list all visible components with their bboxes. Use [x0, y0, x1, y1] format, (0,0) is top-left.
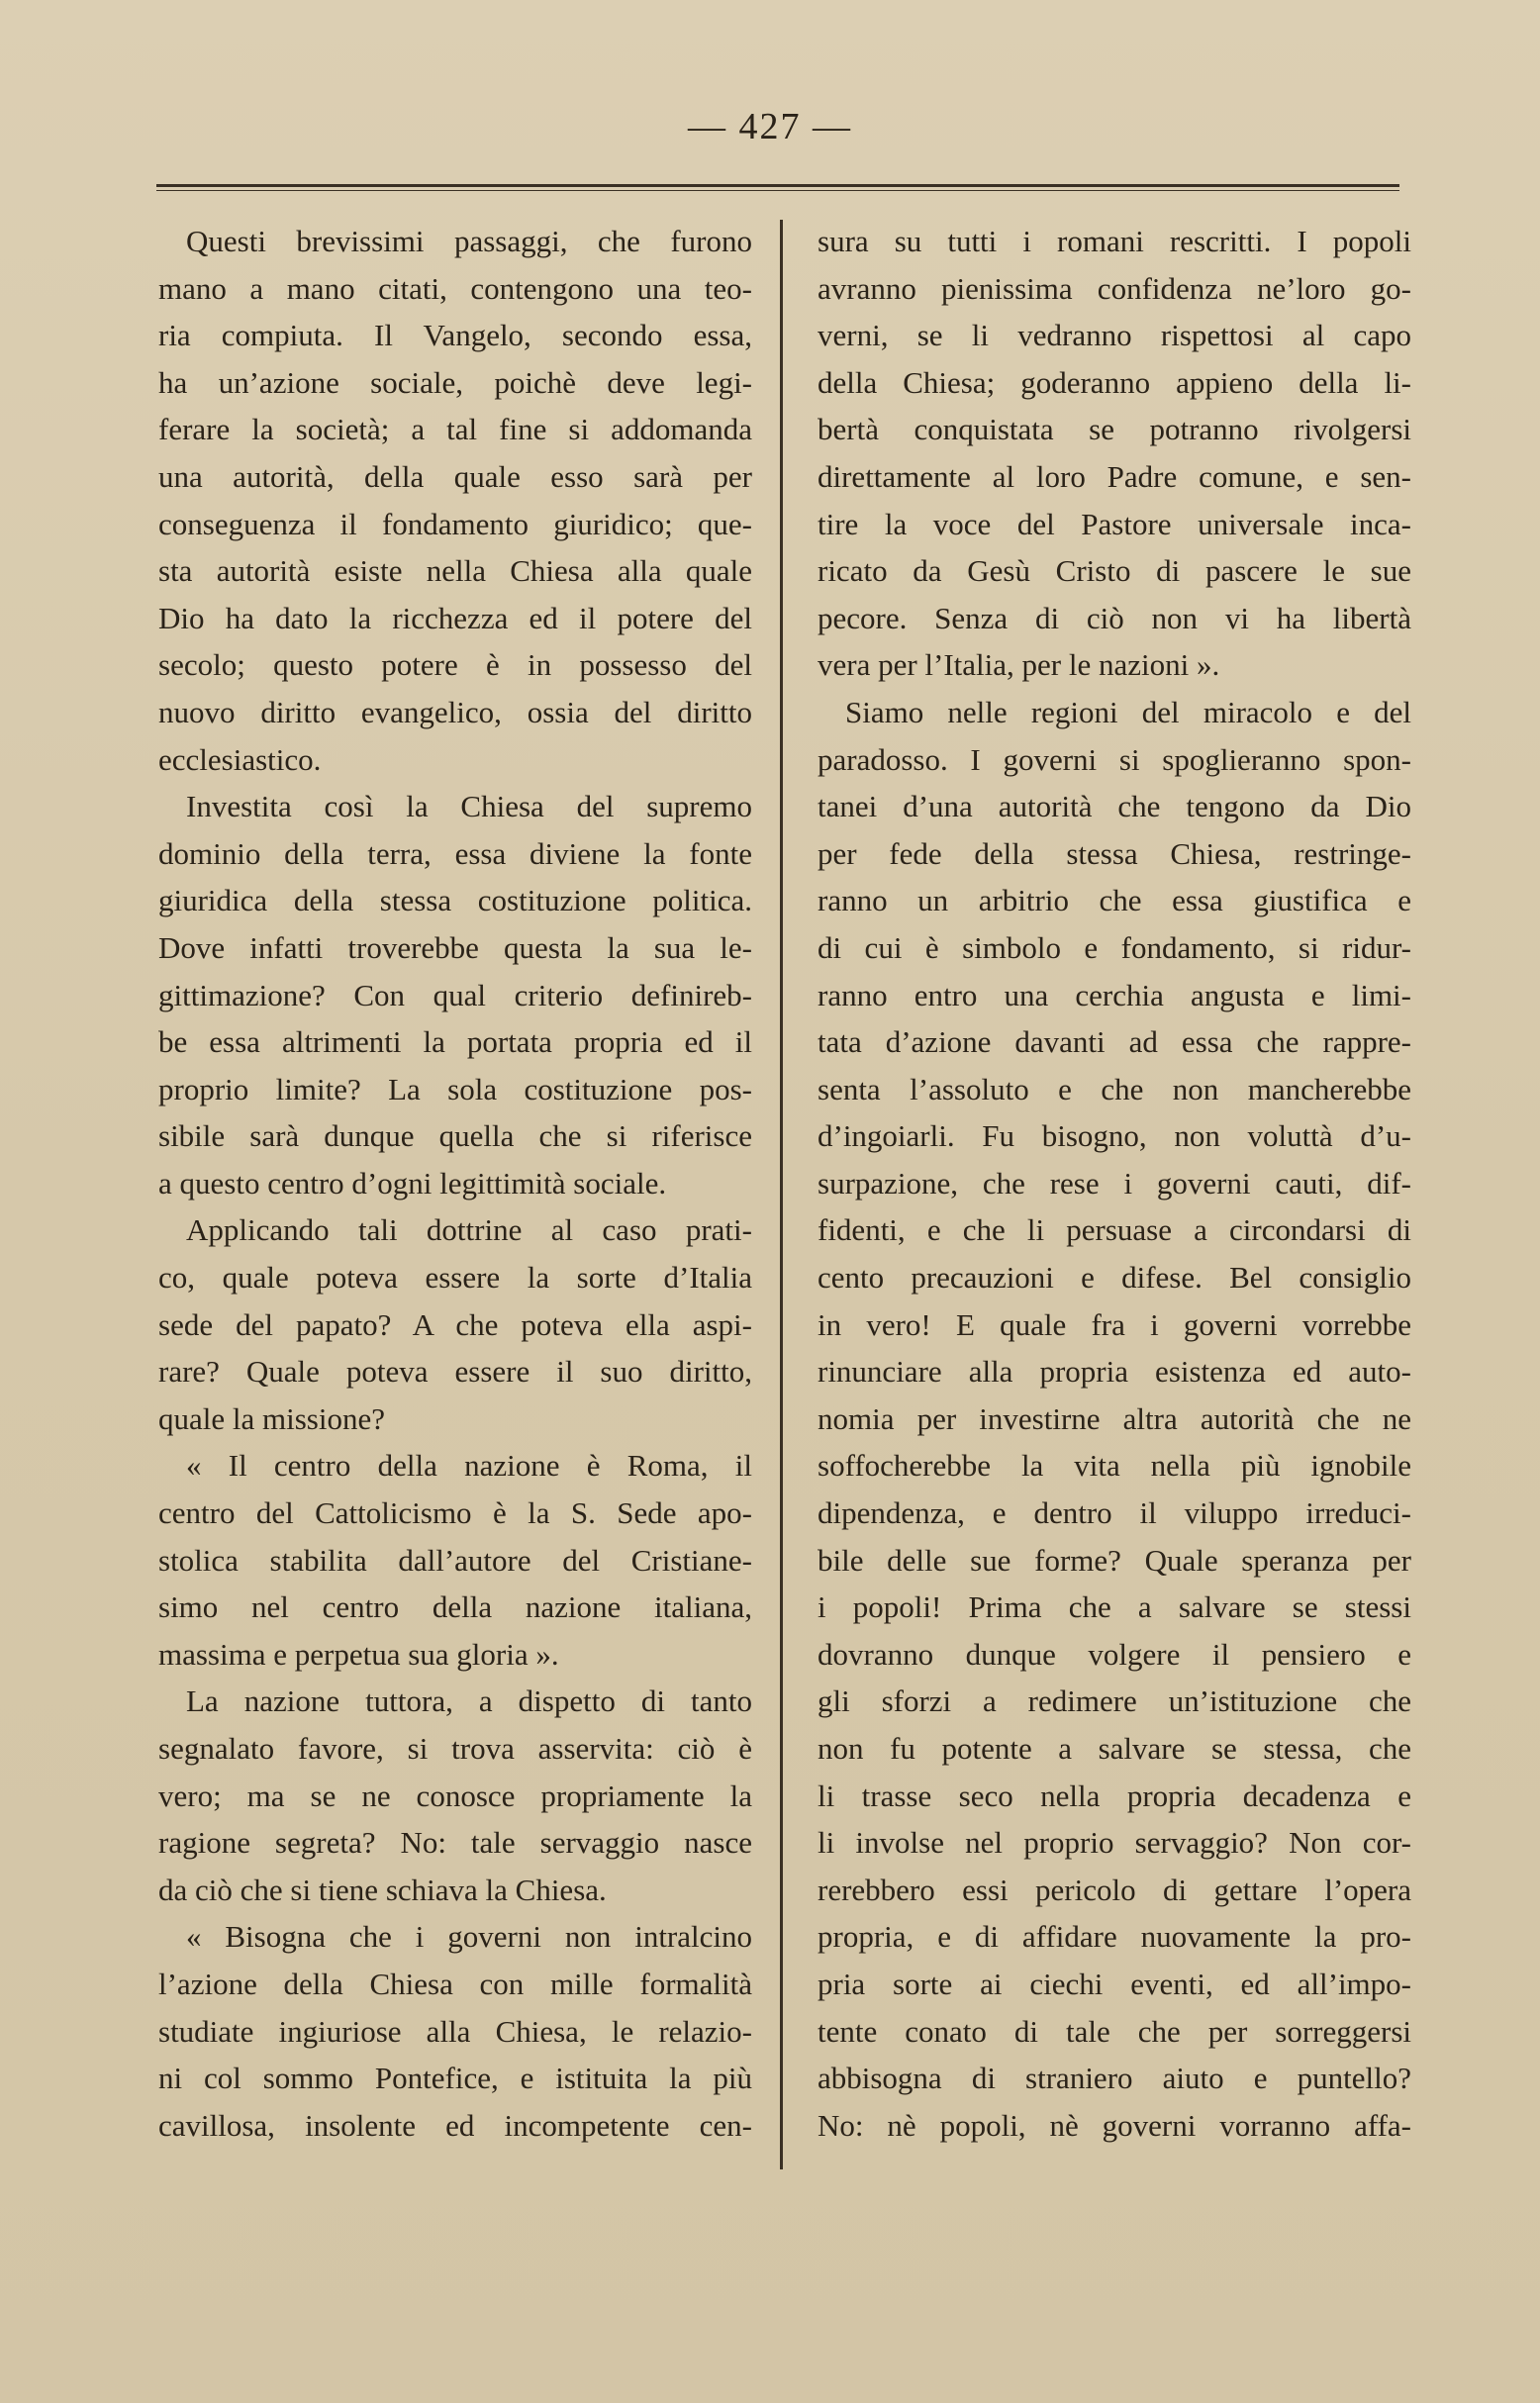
text-line: ha un’azione sociale, poichè deve legi- — [158, 364, 752, 400]
text-line: sta autorità esiste nella Chiesa alla quale — [158, 553, 752, 589]
text-line: dipendenza, e dentro il viluppo irreduci- — [818, 1495, 1411, 1531]
text-line: giuridica della stessa costituzione politica. — [158, 883, 752, 918]
text-line: ranno entro una cerchia angusta e limi- — [818, 977, 1411, 1012]
text-line: vero; ma se ne conosce propriamente la — [158, 1778, 752, 1813]
page-number: — 427 — — [688, 106, 852, 147]
text-line: secolo; questo potere è in possesso del — [158, 647, 752, 683]
text-line: centro del Cattolicismo è la S. Sede apo- — [158, 1495, 752, 1531]
text-line: tente conato di tale che per sorreggersi — [818, 2013, 1411, 2049]
column-divider — [780, 220, 783, 2169]
text-line: ricato da Gesù Cristo di pascere le sue — [818, 553, 1411, 589]
text-line: avranno pienissima confidenza ne’loro go- — [818, 270, 1411, 306]
text-line: a questo centro d’ogni legittimità sociale. — [158, 1165, 667, 1201]
right-column — [818, 218, 1411, 2149]
text-line: li involse nel proprio servaggio? Non cor- — [818, 1825, 1411, 1861]
text-line: cento precauzioni e difese. Bel consiglio — [818, 1260, 1411, 1296]
text-line: nuovo diritto evangelico, ossia del diritto — [158, 694, 752, 729]
text-line: Dio ha dato la ricchezza ed il potere del — [158, 600, 752, 635]
text-line: nomia per investirne altra autorità che ne — [818, 1400, 1411, 1436]
text-line: direttamente al loro Padre comune, e sen- — [818, 458, 1411, 494]
text-line: dovranno dunque volgere il pensiero e — [818, 1636, 1411, 1672]
text-line: stolica stabilita dall’autore del Cristiane- — [158, 1542, 752, 1578]
text-line: « Il centro della nazione è Roma, il — [186, 1448, 752, 1484]
text-line: pecore. Senza di ciò non vi ha libertà — [818, 600, 1411, 635]
text-line: gli sforzi a redimere un’istituzione che — [818, 1683, 1411, 1719]
text-line: fidenti, e che li persuase a circondarsi di — [818, 1212, 1411, 1248]
text-line: segnalato favore, si trova asservita: ciò è — [158, 1731, 752, 1766]
text-line: sibile sarà dunque quella che si riferisce — [158, 1118, 752, 1154]
text-line: « Bisogna che i governi non intralcino — [186, 1919, 752, 1955]
text-line: ferare la società; a tal fine si addomanda — [158, 412, 752, 447]
text-line: abbisogna di straniero aiuto e puntello? — [818, 2061, 1411, 2096]
text-line: non fu potente a salvare se stessa, che — [818, 1731, 1411, 1766]
text-line: propria, e di affidare nuovamente la pro- — [818, 1919, 1411, 1955]
text-line: conseguenza il fondamento giuridico; que- — [158, 506, 752, 541]
text-line: pria sorte ai ciechi eventi, ed all’impo- — [818, 1966, 1411, 2001]
text-line: Dove infatti troverebbe questa la sua le- — [158, 929, 752, 965]
text-line: gittimazione? Con qual criterio definireb- — [158, 977, 752, 1012]
text-line: be essa altrimenti la portata propria ed il — [158, 1024, 752, 1060]
text-line: La nazione tuttora, a dispetto di tanto — [186, 1683, 752, 1719]
text-line: soffocherebbe la vita nella più ignobile — [818, 1448, 1411, 1484]
text-line: simo nel centro della nazione italiana, — [158, 1589, 752, 1625]
text-line: ni col sommo Pontefice, e istituita la più — [158, 2061, 752, 2096]
text-line: Questi brevissimi passaggi, che furono — [186, 224, 752, 258]
text-line: No: nè popoli, nè governi vorranno affa- — [818, 2107, 1411, 2143]
text-line: co, quale poteva essere la sorte d’Italia — [158, 1260, 752, 1296]
text-line: bertà conquistata se potranno rivolgersi — [818, 412, 1411, 447]
text-line: tata d’azione davanti ad essa che rappre- — [818, 1024, 1411, 1060]
text-line: in vero! E quale fra i governi vorrebbe — [818, 1306, 1411, 1342]
text-line: cavillosa, insolente ed incompetente cen- — [158, 2107, 752, 2143]
text-line: per fede della stessa Chiesa, restringe- — [818, 835, 1411, 871]
text-line: ranno un arbitrio che essa giustifica e — [818, 883, 1411, 918]
text-line: sede del papato? A che poteva ella aspi- — [158, 1306, 752, 1342]
left-column — [158, 218, 752, 2149]
text-line: Investita così la Chiesa del supremo — [186, 789, 752, 824]
text-line: d’ingoiarli. Fu bisogno, non voluttà d’u- — [818, 1118, 1411, 1154]
text-line: surpazione, che rese i governi cauti, dif- — [818, 1165, 1411, 1201]
text-line: ecclesiastico. — [158, 741, 322, 777]
text-line: mano a mano citati, contengono una teo- — [158, 270, 752, 306]
text-line: rerebbero essi pericolo di gettare l’opera — [818, 1872, 1411, 1907]
text-line: ragione segreta? No: tale servaggio nasce — [158, 1825, 752, 1861]
text-line: della Chiesa; goderanno appieno della li- — [818, 364, 1411, 400]
text-line: sura su tutti i romani rescritti. I popoli — [818, 224, 1411, 258]
text-line: di cui è simbolo e fondamento, si ridur- — [818, 929, 1411, 965]
text-line: i popoli! Prima che a salvare se stessi — [818, 1589, 1411, 1625]
text-line: vera per l’Italia, per le nazioni ». — [818, 647, 1220, 683]
text-line: tanei d’una autorità che tengono da Dio — [818, 789, 1411, 824]
text-line: verni, se li vedranno rispettosi al capo — [818, 318, 1411, 353]
text-line: rare? Quale poteva essere il suo diritto, — [158, 1354, 752, 1390]
text-line: quale la missione? — [158, 1400, 385, 1436]
text-line: una autorità, della quale esso sarà per — [158, 458, 752, 494]
text-line: bile delle sue forme? Quale speranza per — [818, 1542, 1411, 1578]
header-rule — [156, 184, 1399, 191]
text-line: tire la voce del Pastore universale inca- — [818, 506, 1411, 541]
text-line: paradosso. I governi si spoglieranno spon- — [818, 741, 1411, 777]
text-line: studiate ingiuriose alla Chiesa, le relazio- — [158, 2013, 752, 2049]
text-line: l’azione della Chiesa con mille formalità — [158, 1966, 752, 2001]
text-line: senta l’assoluto e che non mancherebbe — [818, 1071, 1411, 1106]
text-line: Siamo nelle regioni del miracolo e del — [845, 694, 1411, 729]
text-line: ria compiuta. Il Vangelo, secondo essa, — [158, 318, 752, 353]
text-line: dominio della terra, essa diviene la fonte — [158, 835, 752, 871]
text-line: proprio limite? La sola costituzione pos- — [158, 1071, 752, 1106]
text-line: li trasse seco nella propria decadenza e — [818, 1778, 1411, 1813]
text-line: massima e perpetua sua gloria ». — [158, 1636, 559, 1672]
text-line: da ciò che si tiene schiava la Chiesa. — [158, 1872, 607, 1907]
text-line: Applicando tali dottrine al caso prati- — [186, 1212, 752, 1248]
text-line: rinunciare alla propria esistenza ed auto- — [818, 1354, 1411, 1390]
